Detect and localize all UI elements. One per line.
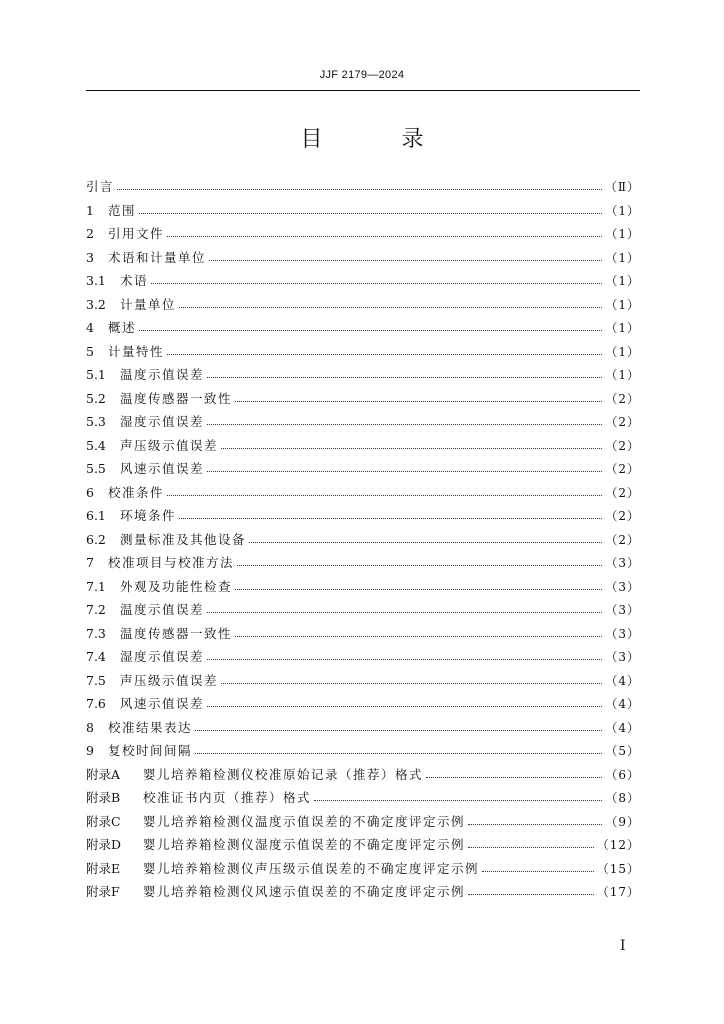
toc-entry-number: 6.1 [86, 508, 106, 523]
toc-entry-label: 声压级示值误差 [120, 437, 219, 453]
dot-leader [235, 401, 602, 402]
toc-entry[interactable] [86, 786, 640, 810]
toc-entry-label: 环境条件 [120, 508, 177, 523]
toc-entry-number: 5.5 [86, 461, 106, 476]
toc-entry-number: 附录D [86, 837, 122, 852]
toc-entry-label: 引用文件 [108, 226, 165, 241]
toc-entry-label: 概述 [108, 320, 137, 335]
toc-entry-page: （4） [605, 697, 640, 711]
toc-entry-label: 婴儿培养箱检测仪温度示值误差的不确定度评定示例 [143, 813, 466, 829]
toc-entry-number: 5 [86, 343, 94, 359]
toc-entry-page: （4） [605, 720, 640, 735]
toc-entry-label: 校准条件 [108, 484, 165, 500]
toc-entry[interactable] [86, 387, 640, 411]
toc-entry-number: 6 [86, 484, 94, 500]
toc-entry-number: 7.1 [86, 578, 106, 594]
toc-entry-number: 5.2 [86, 390, 106, 406]
toc-entry[interactable] [86, 481, 640, 505]
toc-entry-page: （2） [605, 415, 640, 429]
toc-entry-number: 2 [86, 226, 94, 241]
toc-entry[interactable] [86, 222, 640, 246]
toc-entry-page: （3） [605, 579, 640, 594]
toc-entry-number: 附录A [86, 766, 121, 782]
toc-entry-label: 校准项目与校准方法 [108, 555, 235, 570]
dot-leader [207, 424, 602, 425]
toc-entry[interactable] [86, 739, 640, 763]
toc-entry[interactable] [86, 833, 640, 857]
toc-entry-label: 风速示值误差 [120, 461, 205, 476]
toc-entry-page: （2） [605, 532, 640, 547]
toc-entry-number: 7.2 [86, 602, 106, 617]
dot-leader [221, 448, 602, 449]
toc-entry[interactable] [86, 645, 640, 669]
dot-leader [482, 871, 594, 872]
toc-entry-page: （3） [605, 603, 640, 617]
toc-entry-number: 9 [86, 743, 94, 758]
toc-entry-label: 婴儿培养箱检测仪校准原始记录（推荐）格式 [143, 766, 424, 782]
toc-entry-page: （1） [605, 227, 640, 241]
toc-entry-number: 4 [86, 320, 94, 335]
toc-entry-page: （3） [605, 556, 640, 570]
toc-entry[interactable] [86, 457, 640, 481]
page-number: I [620, 938, 626, 954]
toc-entry-number: 5.1 [86, 367, 106, 382]
dot-leader [468, 847, 594, 848]
toc-entry-page: （3） [605, 626, 640, 641]
toc-entry-number: 3.2 [86, 296, 106, 312]
dot-leader [235, 589, 602, 590]
toc-entry-label: 温度示值误差 [120, 602, 205, 617]
toc-entry-page: （2） [605, 509, 640, 523]
header-divider [86, 90, 640, 91]
dot-leader [179, 307, 602, 308]
toc-entry-label: 婴儿培养箱检测仪声压级示值误差的不确定度评定示例 [143, 860, 480, 876]
toc-entry-page: （6） [605, 767, 640, 782]
toc-entry-label: 温度示值误差 [120, 367, 205, 382]
dot-leader [207, 377, 602, 378]
toc-entry-number: 6.2 [86, 531, 106, 547]
toc-entry-number: 3.1 [86, 273, 106, 288]
toc-entry-page: （2） [605, 391, 640, 406]
dot-leader [167, 236, 602, 237]
toc-entry-number: 5.3 [86, 414, 106, 429]
toc-entry[interactable] [86, 434, 640, 458]
toc-entry-label: 风速示值误差 [120, 696, 205, 711]
dot-leader [151, 283, 602, 284]
dot-leader [426, 777, 602, 778]
toc-entry-number: 7.4 [86, 649, 106, 664]
toc-entry-number: 7.6 [86, 696, 106, 711]
toc-entry-number: 7.5 [86, 672, 106, 688]
dot-leader [468, 824, 602, 825]
toc-entry[interactable] [86, 199, 640, 223]
toc-entry-label: 计量单位 [120, 296, 177, 312]
toc-entry[interactable] [86, 528, 640, 552]
toc-entry-number: 1 [86, 202, 94, 218]
toc-entry[interactable] [86, 692, 640, 716]
dot-leader [207, 659, 602, 660]
toc-entry[interactable] [86, 810, 640, 834]
toc-entry[interactable] [86, 598, 640, 622]
toc-entry-label: 术语 [120, 273, 149, 288]
toc-entry[interactable] [86, 551, 640, 575]
table-of-contents [86, 175, 640, 904]
dot-leader [207, 471, 602, 472]
toc-entry-page: （8） [605, 791, 640, 805]
toc-entry-page: （1） [605, 297, 640, 312]
toc-entry-label: 校准结果表达 [108, 719, 193, 735]
toc-entry-page: （4） [605, 673, 640, 688]
toc-entry-page: （2） [605, 485, 640, 500]
dot-leader [167, 354, 602, 355]
toc-entry-number: 附录F [86, 884, 120, 899]
toc-entry[interactable] [86, 175, 640, 199]
dot-leader [237, 565, 602, 566]
toc-entry[interactable] [86, 763, 640, 787]
dot-leader [179, 518, 602, 519]
dot-leader [249, 542, 602, 543]
toc-entry[interactable] [86, 340, 640, 364]
toc-entry-label: 婴儿培养箱检测仪风速示值误差的不确定度评定示例 [143, 884, 466, 899]
toc-entry[interactable] [86, 716, 640, 740]
toc-entry-page: （15） [596, 861, 640, 876]
toc-entry-label: 测量标准及其他设备 [120, 531, 247, 547]
toc-entry-number: 8 [86, 719, 94, 735]
toc-entry-page: （1） [605, 274, 640, 288]
toc-entry-page: （1） [605, 368, 640, 382]
toc-entry-label: 计量特性 [108, 343, 165, 359]
toc-entry-page: （2） [605, 462, 640, 476]
toc-entry-label: 校准证书内页（推荐）格式 [143, 790, 312, 805]
toc-entry-label: 温度传感器一致性 [120, 390, 233, 406]
toc-entry-page: （3） [605, 650, 640, 664]
toc-entry[interactable] [86, 669, 640, 693]
toc-entry-page: （1） [605, 203, 640, 218]
toc-entry-page: （17） [596, 885, 640, 899]
toc-entry[interactable] [86, 269, 640, 293]
dot-leader [195, 730, 602, 731]
dot-leader [167, 495, 602, 496]
toc-title: 目 录 [300, 127, 460, 152]
toc-entry-page: （1） [605, 321, 640, 335]
toc-entry-number: 附录E [86, 860, 121, 876]
toc-entry-label: 术语和计量单位 [108, 249, 207, 265]
toc-entry-page: （9） [605, 814, 640, 829]
dot-leader [209, 260, 602, 261]
toc-entry[interactable] [86, 880, 640, 904]
toc-entry[interactable] [86, 575, 640, 599]
dot-leader [207, 706, 602, 707]
toc-entry-label: 外观及功能性检查 [120, 578, 233, 594]
toc-entry[interactable] [86, 504, 640, 528]
toc-entry-number: 附录C [86, 813, 121, 829]
toc-entry[interactable] [86, 316, 640, 340]
dot-leader [139, 330, 602, 331]
toc-entry-page: （12） [596, 838, 640, 852]
toc-entry-page: （1） [605, 344, 640, 359]
dot-leader [314, 800, 602, 801]
dot-leader [468, 894, 594, 895]
toc-entry-label: 婴儿培养箱检测仪湿度示值误差的不确定度评定示例 [143, 837, 466, 852]
toc-entry-label: 引言 [86, 179, 115, 194]
toc-entry-page: （Ⅱ） [604, 180, 640, 194]
dot-leader [117, 189, 602, 190]
toc-entry-number: 5.4 [86, 437, 106, 453]
toc-entry-label: 湿度示值误差 [120, 414, 205, 429]
toc-entry-label: 湿度示值误差 [120, 649, 205, 664]
toc-entry-page: （2） [605, 438, 640, 453]
document-code: JJF 2179—2024 [319, 69, 405, 81]
toc-entry-number: 3 [86, 249, 94, 265]
toc-entry-label: 范围 [108, 202, 137, 218]
dot-leader [139, 213, 602, 214]
dot-leader [235, 636, 602, 637]
toc-entry[interactable] [86, 857, 640, 881]
toc-entry[interactable] [86, 410, 640, 434]
toc-entry-label: 温度传感器一致性 [120, 625, 233, 641]
toc-entry-number: 附录B [86, 790, 121, 805]
dot-leader [195, 753, 602, 754]
toc-entry-page: （5） [605, 744, 640, 758]
toc-entry-label: 复校时间间隔 [108, 743, 193, 758]
toc-entry[interactable] [86, 622, 640, 646]
toc-entry[interactable] [86, 293, 640, 317]
toc-entry-number: 7 [86, 555, 94, 570]
toc-entry-number: 7.3 [86, 625, 106, 641]
toc-entry[interactable] [86, 246, 640, 270]
dot-leader [207, 612, 602, 613]
toc-entry-page: （1） [605, 250, 640, 265]
toc-entry[interactable] [86, 363, 640, 387]
dot-leader [221, 683, 602, 684]
toc-entry-label: 声压级示值误差 [120, 672, 219, 688]
